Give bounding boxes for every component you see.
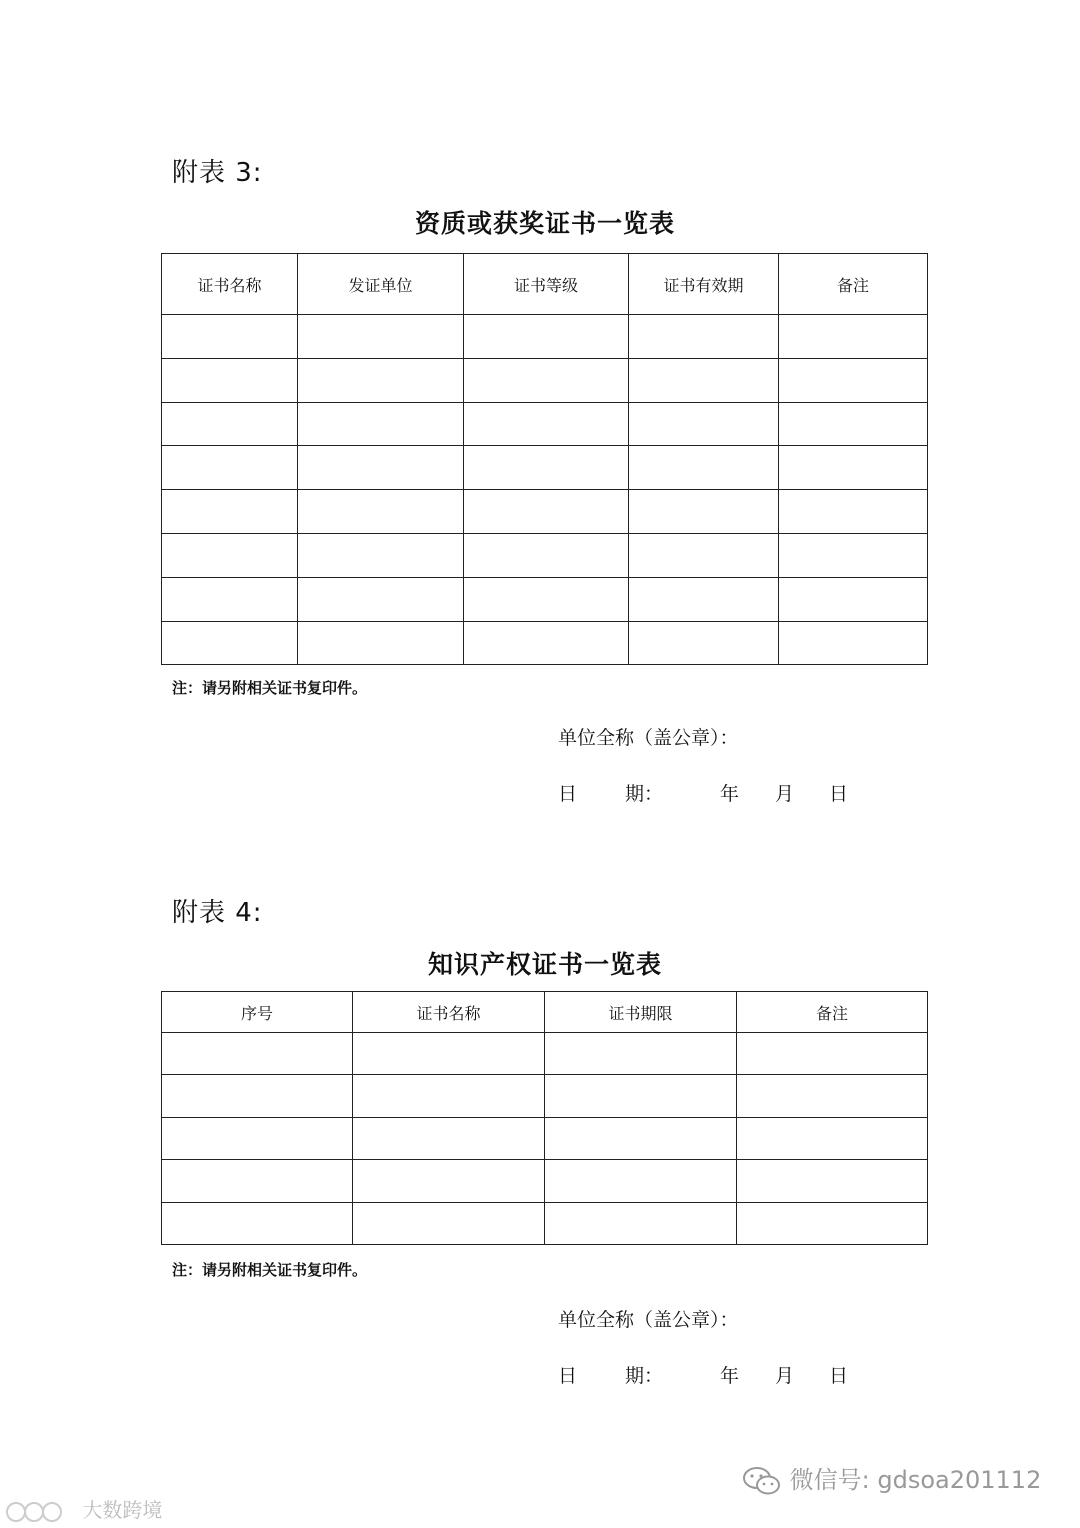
- table-cell: [162, 533, 298, 577]
- table-cell: [545, 1202, 737, 1244]
- date-year: 年: [720, 783, 740, 805]
- certificate-table: [161, 253, 928, 665]
- table-cell: [629, 446, 779, 490]
- table-cell: [737, 1202, 928, 1244]
- table-cell: [162, 490, 298, 534]
- table-cell: [629, 577, 779, 621]
- col-header-cert-name: 证书名称: [353, 992, 545, 1033]
- col-header-issuer: 发证单位: [298, 254, 464, 315]
- ip-certificate-table: [161, 991, 928, 1245]
- date-day: 日: [829, 1365, 849, 1387]
- date-year: 年: [720, 1365, 740, 1387]
- table-cell: [737, 1075, 928, 1117]
- table-cell: [545, 1160, 737, 1202]
- table-cell: [629, 533, 779, 577]
- table-cell: [298, 533, 464, 577]
- date-day: 日: [829, 783, 849, 805]
- table-cell: [298, 621, 464, 665]
- date-month: 月: [775, 783, 795, 805]
- table-cell: [464, 358, 629, 402]
- col-header-term: 证书期限: [545, 992, 737, 1033]
- table-header-row: [162, 992, 928, 1033]
- table-row: [162, 1033, 928, 1075]
- table-cell: [737, 1117, 928, 1159]
- table-row: [162, 358, 928, 402]
- date-ri: 日: [558, 783, 578, 805]
- watermark-left: [4, 1494, 162, 1524]
- table-cell: [629, 315, 779, 359]
- table-cell: [779, 490, 928, 534]
- table-header-row: [162, 254, 928, 315]
- table-row: [162, 315, 928, 359]
- table-cell: [779, 315, 928, 359]
- table-cell: [629, 358, 779, 402]
- appendix3-note: 注：请另附相关证书复印件。: [172, 679, 368, 697]
- appendix3-date-line: [0, 779, 1080, 807]
- table-cell: [464, 402, 629, 446]
- table-row: [162, 621, 928, 665]
- table-row: [162, 533, 928, 577]
- date-month: 月: [775, 1365, 795, 1387]
- wechat-icon: [742, 1465, 782, 1497]
- table-cell: [298, 402, 464, 446]
- logo-icon: [4, 1500, 76, 1524]
- table-cell: [464, 621, 629, 665]
- table-cell: [464, 490, 629, 534]
- table-cell: [545, 1117, 737, 1159]
- table-row: [162, 446, 928, 490]
- table-cell: [464, 577, 629, 621]
- table-cell: [737, 1033, 928, 1075]
- col-header-cert-name: 证书名称: [162, 254, 298, 315]
- table-cell: [353, 1160, 545, 1202]
- table-cell: [464, 315, 629, 359]
- date-qi: 期：: [625, 783, 664, 805]
- table-cell: [545, 1033, 737, 1075]
- table-cell: [162, 402, 298, 446]
- date-ri: 日: [558, 1365, 578, 1387]
- table-row: [162, 490, 928, 534]
- col-header-serial: 序号: [162, 992, 353, 1033]
- table-cell: [629, 402, 779, 446]
- table-cell: [779, 446, 928, 490]
- appendix3-title: 资质或获奖证书一览表: [414, 209, 675, 238]
- appendix4-title: 知识产权证书一览表: [427, 950, 662, 979]
- appendix3-signature-label: 单位全称（盖公章）：: [558, 727, 739, 749]
- table-cell: [779, 621, 928, 665]
- table-cell: [162, 1117, 353, 1159]
- table-row: [162, 1117, 928, 1159]
- table-cell: [162, 577, 298, 621]
- appendix3-label: 附表 3:: [172, 158, 263, 188]
- table-row: [162, 577, 928, 621]
- table-cell: [162, 1202, 353, 1244]
- table-cell: [162, 358, 298, 402]
- table-cell: [629, 490, 779, 534]
- watermark-right-text: 微信号: gdsoa201112: [789, 1466, 1042, 1494]
- table-cell: [779, 358, 928, 402]
- col-header-remarks: 备注: [737, 992, 928, 1033]
- table-cell: [353, 1075, 545, 1117]
- watermark-left-text: 大数跨境: [82, 1498, 163, 1522]
- table-cell: [629, 621, 779, 665]
- table-cell: [353, 1202, 545, 1244]
- watermark-right: [742, 1460, 1041, 1497]
- table-cell: [162, 446, 298, 490]
- table-cell: [162, 1160, 353, 1202]
- col-header-validity: 证书有效期: [629, 254, 779, 315]
- table-cell: [545, 1075, 737, 1117]
- table-cell: [353, 1033, 545, 1075]
- table-cell: [779, 402, 928, 446]
- appendix4-label: 附表 4:: [172, 898, 263, 928]
- table-row: [162, 402, 928, 446]
- table-cell: [298, 490, 464, 534]
- table-cell: [162, 1075, 353, 1117]
- table-cell: [162, 621, 298, 665]
- table-row: [162, 1075, 928, 1117]
- date-qi: 期：: [625, 1365, 664, 1387]
- appendix4-date-line: [0, 1361, 1080, 1389]
- table-row: [162, 1202, 928, 1244]
- appendix4-signature-label: 单位全称（盖公章）：: [558, 1309, 739, 1331]
- col-header-remarks: 备注: [779, 254, 928, 315]
- table-cell: [464, 533, 629, 577]
- table-row: [162, 1160, 928, 1202]
- table-cell: [464, 446, 629, 490]
- table-cell: [353, 1117, 545, 1159]
- table-cell: [298, 315, 464, 359]
- table-cell: [298, 446, 464, 490]
- table-cell: [298, 577, 464, 621]
- table-cell: [779, 577, 928, 621]
- table-cell: [779, 533, 928, 577]
- table-cell: [162, 1033, 353, 1075]
- col-header-grade: 证书等级: [464, 254, 629, 315]
- table-cell: [298, 358, 464, 402]
- table-cell: [737, 1160, 928, 1202]
- table-cell: [162, 315, 298, 359]
- appendix4-note: 注：请另附相关证书复印件。: [172, 1261, 368, 1279]
